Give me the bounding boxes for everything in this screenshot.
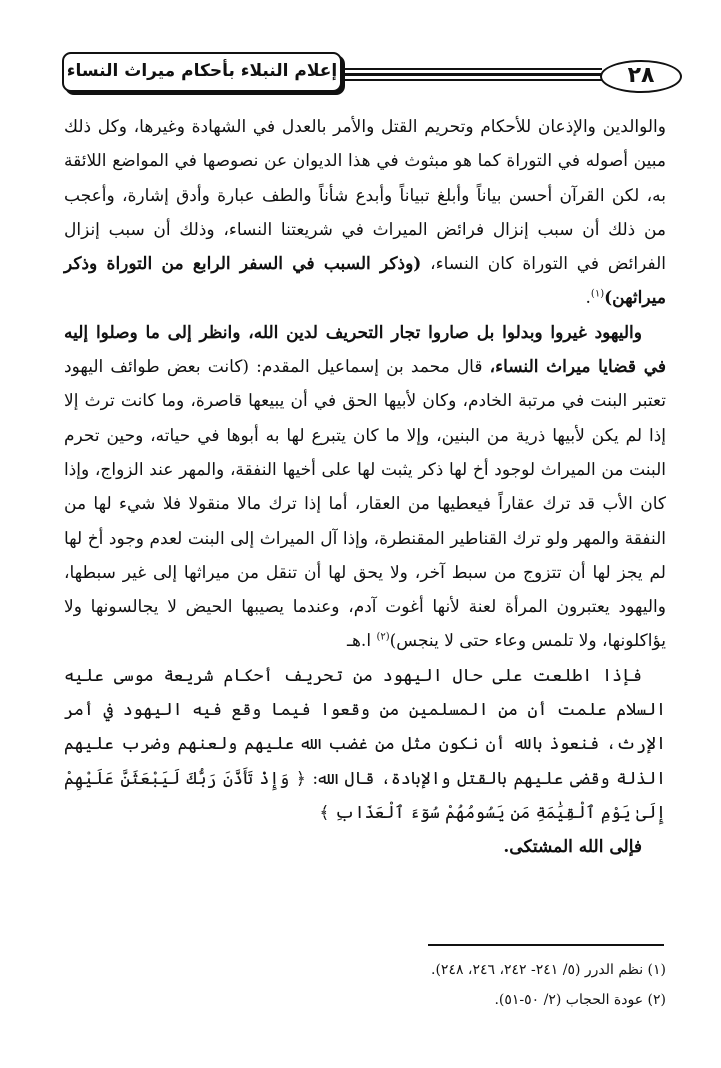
footnote-1: (١) نظم الدرر (٥/ ٢٤١- ٢٤٢، ٢٤٦، ٢٤٨). xyxy=(431,962,666,978)
page-number: ٢٨ xyxy=(600,60,682,93)
page-header xyxy=(0,0,721,110)
footnote-2: (٢) عودة الحجاب (٢/ ٥٠-٥١). xyxy=(494,992,666,1008)
footnote-separator xyxy=(428,944,664,946)
footnotes xyxy=(64,955,666,1015)
header-rule xyxy=(340,66,602,86)
quran-verse: ﴿ وَإِذْ تَأَذَّنَ رَبُّكَ لَيَبْعَثَنَّ عَلَيْهِمْ إِلَىٰ يَوْمِ ٱلْقِيَٰمَةِ مَن يَسُومُهُمْ سُوٓءَ ٱلْعَذَابِ ﴾ xyxy=(64,768,666,823)
paragraph-2: واليهود غيروا وبدلوا بل صاروا تجار التحريف لدين الله، وانظر إلى ما وصلوا إليه في قضايا ميراث النساء، قال محمد بن إسماعيل المقدم: (كانت بعض طوائف اليهود تعتبر البنت في مرتبة الخادم، وكان لأبيها الحق في أن يبيعها قاصرة، وما كانت ترث إلا إذا لم يكن لأبيها ذرية من البنين، وإلا ما كان يتبرع لها به أبوها في حياته، وحين تحرم البنت من الميراث لوجود أخ لها ذكر يثبت لها على أخيها النفقة، والمهر عند الزواج، وإذا كان الأب قد ترك عقاراً فيعطيها من العقار، أما إذا ترك مالا منقولا فلا شيء لها من النفقة والمهر ولو ترك القناطير المقنطرة، وإذا آل الميراث إلى البنت لعدم وجود أخ لها لم يجز لها أن تتزوج من سبط آخر، ولا يحق لها أن تنقل من ميراثها إلى غير سبطها، واليهود يعتبرون المرأة لعنة لأنها أغوت آدم، وعندما يصيبها الحيض لا يجالسونها ولا يؤاكلونها، ولا تلمس وعاء حتى لا ينجس)$^{(٢)}$ ا.هـ xyxy=(64,322,666,652)
book-title: إعلام النبلاء بأحكام ميراث النساء xyxy=(62,52,342,92)
paragraph-3: فإذا اطلعت على حال اليهود من تحريف أحكام شريعة موسى عليه السلام علمت أن من المسلمين من وقعوا فيما وقع فيه اليهود في أمر الإرث، فنعوذ بالله أن نكون مثل من غضب الله عليهم ولعنهم وضرب عليهم الذلة وقضى عليهم بالقتل والإبادة، قال الله: ﴿ وَإِذْ تَأَذَّنَ رَبُّكَ لَيَبْعَثَنَّ عَلَيْهِمْ إِلَىٰ يَوْمِ ٱلْقِيَٰمَةِ مَن يَسُومُهُمْ سُوٓءَ ٱلْعَذَابِ ﴾ xyxy=(64,665,667,823)
page-body xyxy=(64,110,666,865)
footnote-ref-1: (١) xyxy=(590,288,605,300)
footnote-ref-2: (٢) xyxy=(376,631,390,643)
paragraph-1: والوالدين والإذعان للأحكام وتحريم القتل والأمر بالعدل في الشهادة وغيرها، وكل ذلك مبين أصوله في التوراة كما هو مبثوث في هذا الديوان عن نصوصها في المواضع اللائقة به، لكن القرآن أحسن بياناً وأبلغ تبياناً وأبدع شأناً والطف عبارة وأدق إشارة، وأعجب من ذلك أن سبب إنزال فرائض الميراث في شريعتنا النساء، وذلك أن سبب إنزال الفرائض في التوراة كان النساء، (وذكر السبب في السفر الرابع من التوراة وذكر ميراثهن)$^{(١)}$. xyxy=(64,117,667,309)
paragraph-4: فإلى الله المشتكى. xyxy=(503,837,642,858)
